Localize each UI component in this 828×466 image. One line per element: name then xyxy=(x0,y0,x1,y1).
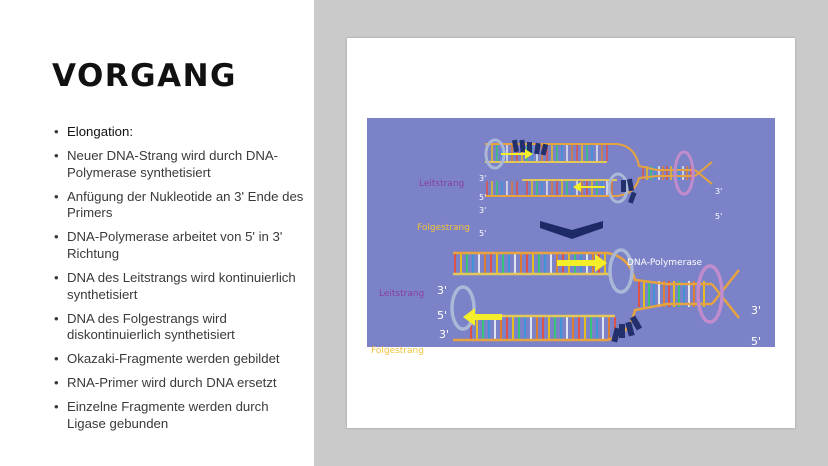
end-label: 3' xyxy=(715,187,723,196)
bullet-list xyxy=(54,124,304,440)
bullet-item: • Elongation: xyxy=(54,124,304,141)
end-label: 5' xyxy=(715,212,723,221)
end-label: 5' xyxy=(751,335,762,348)
dna-replication-diagram xyxy=(367,118,775,371)
bullet-item: • Okazaki-Fragmente werden gebildet xyxy=(54,351,304,368)
folgestrang-label: Folgestrang xyxy=(417,223,470,233)
text-panel xyxy=(0,0,314,466)
end-label: 3' xyxy=(437,284,448,297)
slide-title: VORGANG xyxy=(52,58,237,94)
end-label: 5' xyxy=(439,358,450,371)
leitstrang-label: Leitstrang xyxy=(419,179,465,189)
diagram-card xyxy=(347,38,795,428)
end-label: 5' xyxy=(479,193,487,202)
bullet-item: • DNA des Folgestrangs wird diskontinuierlich synthetisiert xyxy=(54,311,304,345)
bullet-item: • RNA-Primer wird durch DNA ersetzt xyxy=(54,375,304,392)
end-label: 3' xyxy=(751,304,762,317)
leitstrang-label: Leitstrang xyxy=(379,289,425,299)
end-label: 3' xyxy=(479,174,487,183)
bullet-item: • DNA-Polymerase arbeitet von 5' in 3' Richtung xyxy=(54,229,304,263)
end-label: 3' xyxy=(479,206,487,215)
end-label: 5' xyxy=(479,229,487,238)
end-label: 3' xyxy=(439,328,450,341)
bullet-item: • Anfügung der Nukleotide an 3' Ende des Primers xyxy=(54,189,304,223)
bullet-item: • Neuer DNA-Strang wird durch DNA-Polymerase synthetisiert xyxy=(54,148,304,182)
bullet-item: • Einzelne Fragmente werden durch Ligase gebunden xyxy=(54,399,304,433)
bullet-item: • DNA des Leitstrangs wird kontinuierlich synthetisiert xyxy=(54,270,304,304)
folgestrang-label: Folgestrang xyxy=(371,346,424,356)
polymerase-label: DNA-Polymerase xyxy=(627,258,703,268)
end-label: 5' xyxy=(437,309,448,322)
